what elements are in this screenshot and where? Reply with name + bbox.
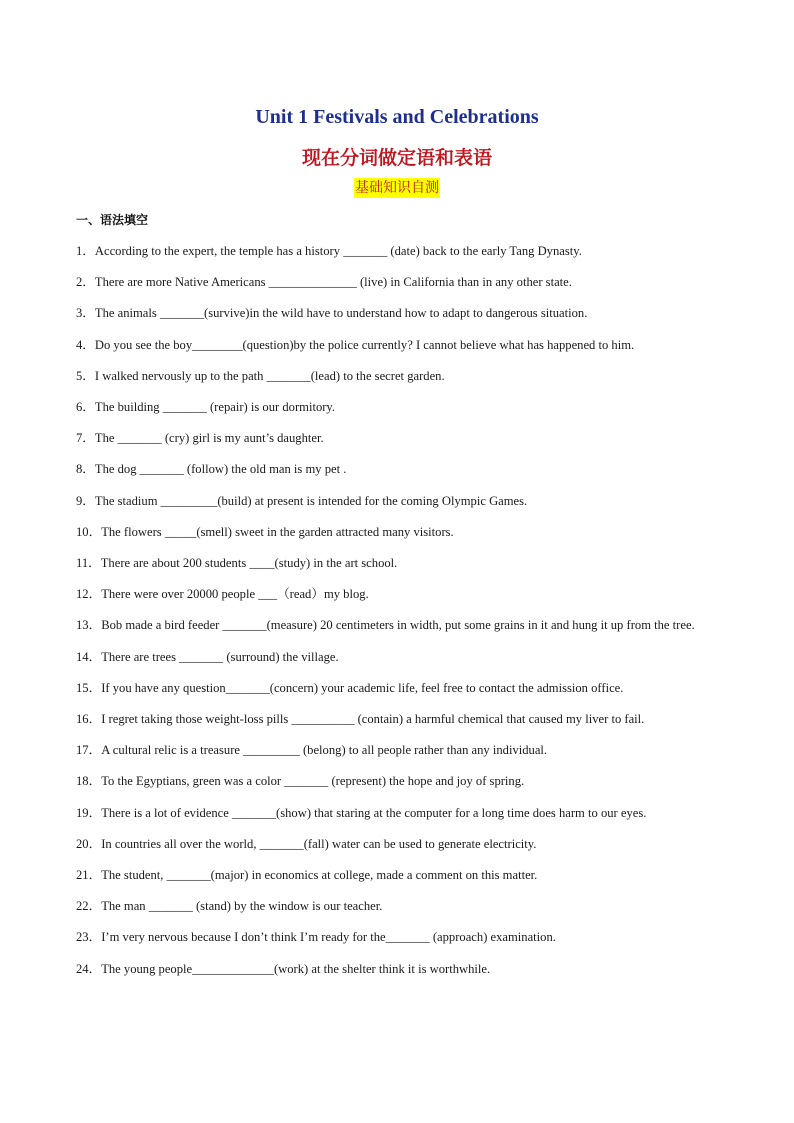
question-number: 5． xyxy=(76,368,95,383)
section-badge: 基础知识自测 xyxy=(355,180,439,196)
question-item xyxy=(76,610,724,641)
question-number: 2． xyxy=(76,275,95,290)
question-item xyxy=(76,954,724,985)
question-text: The student, _______(major) in economics at college, made a comment on this matter. xyxy=(101,868,538,883)
question-number: 4． xyxy=(76,337,95,352)
page-subtitle: 现在分词做定语和表语 xyxy=(301,147,492,169)
question-number: 13． xyxy=(76,618,102,633)
question-text: The flowers _____(smell) sweet in the garden attracted many visitors. xyxy=(101,524,454,539)
question-text: A cultural relic is a treasure _________ (belong) to all people rather than any individual. xyxy=(101,743,548,758)
question-item xyxy=(76,517,724,548)
question-item xyxy=(76,860,724,891)
question-text: The _______ (cry) girl is my aunt’s daughter. xyxy=(94,431,324,446)
question-text: There is a lot of evidence _______(show) that staring at the computer for a long time does harm to our eyes. xyxy=(101,805,647,820)
question-number: 16． xyxy=(76,712,102,727)
question-text: The man _______ (stand) by the window is our teacher. xyxy=(101,899,383,914)
question-item xyxy=(76,486,724,517)
question-number: 8． xyxy=(76,462,95,477)
question-item xyxy=(76,891,724,922)
question-text: The young people_____________(work) at the shelter think it is worthwhile. xyxy=(101,961,491,976)
question-text: The animals _______(survive)in the wild have to understand how to adapt to dangerous situation. xyxy=(94,306,588,321)
question-number: 3． xyxy=(76,306,95,321)
question-item xyxy=(76,735,724,766)
question-text: I’m very nervous because I don’t think I’m ready for the_______ (approach) examination. xyxy=(101,930,556,945)
question-text: According to the expert, the temple has a history _______ (date) back to the early Tang Dynasty. xyxy=(94,244,582,258)
question-item xyxy=(76,766,724,797)
question-text: The building _______ (repair) is our dormitory. xyxy=(94,400,336,415)
question-item xyxy=(76,548,724,579)
question-item xyxy=(76,392,724,423)
question-text: There were over 20000 people ___（read）my blog. xyxy=(101,587,369,602)
question-item xyxy=(76,704,724,735)
question-text: I regret taking those weight-loss pills __________ (contain) a harmful chemical that caused my liver to fail. xyxy=(101,712,645,727)
question-number: 9． xyxy=(76,493,95,508)
question-item xyxy=(76,579,724,610)
page-title: Unit 1 Festivals and Celebrations xyxy=(255,106,539,128)
question-text: The stadium _________(build) at present is intended for the coming Olympic Games. xyxy=(94,493,528,508)
question-number: 12． xyxy=(76,587,102,602)
question-number: 23． xyxy=(76,930,102,945)
question-item xyxy=(76,330,724,361)
question-item xyxy=(76,361,724,392)
question-number: 22． xyxy=(76,899,102,914)
question-item xyxy=(76,673,724,704)
question-text: There are about 200 students ____(study) in the art school. xyxy=(100,556,398,571)
question-item xyxy=(76,454,724,485)
question-text: I walked nervously up to the path _______(lead) to the secret garden. xyxy=(94,368,445,383)
badge-container xyxy=(0,178,794,198)
question-item xyxy=(76,267,724,298)
question-list xyxy=(76,236,724,985)
question-text: In countries all over the world, _______(fall) water can be used to generate electricity. xyxy=(101,836,537,851)
question-number: 15． xyxy=(76,680,102,695)
question-text: Do you see the boy________(question)by the police currently? I cannot believe what has happened to him. xyxy=(94,337,635,352)
question-number: 11． xyxy=(76,556,101,571)
question-number: 6． xyxy=(76,400,95,415)
question-number: 1． xyxy=(76,244,95,258)
question-number: 17． xyxy=(76,743,102,758)
question-text: Bob made a bird feeder _______(measure) 20 centimeters in width, put some grains in it and hung it up from the tree. xyxy=(101,618,695,633)
section-heading: 一、语法填空 xyxy=(76,213,149,227)
question-number: 19． xyxy=(76,805,102,820)
question-text: There are trees _______ (surround) the village. xyxy=(101,649,339,664)
question-text: To the Egyptians, green was a color _______ (represent) the hope and joy of spring. xyxy=(101,774,525,789)
question-text: The dog _______ (follow) the old man is my pet . xyxy=(94,462,347,477)
question-text: If you have any question_______(concern) your academic life, feel free to contact the admission office. xyxy=(101,680,624,695)
question-item xyxy=(76,829,724,860)
question-item xyxy=(76,423,724,454)
question-number: 24． xyxy=(76,961,102,976)
question-number: 18． xyxy=(76,774,102,789)
question-item xyxy=(76,298,724,329)
question-number: 14． xyxy=(76,649,102,664)
question-number: 20． xyxy=(76,836,102,851)
question-number: 7． xyxy=(76,431,95,446)
question-item xyxy=(76,642,724,673)
question-text: There are more Native Americans ______________ (live) in California than in any other state. xyxy=(94,275,572,290)
question-number: 10． xyxy=(76,524,102,539)
question-item xyxy=(76,798,724,829)
question-item xyxy=(76,922,724,953)
question-number: 21． xyxy=(76,868,102,883)
question-item xyxy=(76,236,724,267)
